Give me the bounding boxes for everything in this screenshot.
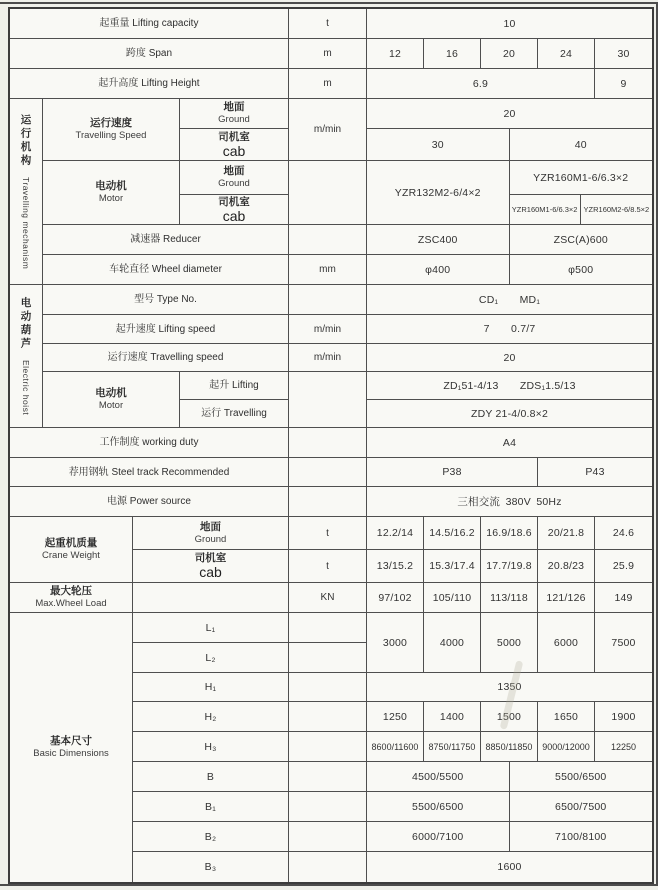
steel-track-unit-empty: [289, 458, 367, 487]
hoist-motor-lifting-label: 起升 Lifting: [180, 372, 289, 400]
l-labels: [133, 613, 289, 673]
hoist-lifting-speed-value: 7 0.7/7: [367, 315, 652, 344]
reducer-label: 减速器 Reducer: [43, 225, 289, 255]
b-value-1: 4500/5500: [367, 762, 510, 791]
electric-hoist-zh: 电动葫芦: [19, 296, 32, 351]
row-max-wheel-load: [10, 583, 652, 613]
hoist-motor-values: [367, 372, 652, 428]
travelling-speed-sublabels: [180, 99, 289, 161]
cw-cab-2: 15.3/17.4: [424, 550, 481, 582]
wheel-diameter-value-1: φ400: [367, 255, 510, 284]
lifting-capacity-value: 10: [367, 9, 652, 39]
hoist-motor-label: [43, 372, 180, 428]
b2-label: B₂: [133, 822, 289, 852]
h3-value-1: 8600/11600: [367, 732, 424, 761]
travelling-motor-ground-label: [180, 161, 289, 195]
b1-value-1: 5500/6500: [367, 792, 510, 821]
lifting-height-unit: m: [289, 69, 367, 99]
power-source-label: 电源 Power source: [10, 487, 289, 517]
crane-weight-label: [10, 517, 133, 583]
travelling-motor-sublabels: [180, 161, 289, 225]
travelling-motor-cab-label: [180, 195, 289, 225]
cab-speed-40: 40: [574, 138, 587, 151]
basic-dimensions-label: [10, 613, 133, 882]
type-no-unit-empty: [289, 285, 367, 315]
travelling-speed-cab-values: [367, 129, 652, 161]
hoist-travelling-speed-value: 20: [367, 344, 652, 372]
b1-label: B₁: [133, 792, 289, 822]
travelling-mechanism-body: [43, 99, 652, 285]
h3-value-5: 12250: [610, 741, 637, 752]
cw-cab-4: 20.8/23: [538, 550, 595, 582]
cab-zh: 司机室: [194, 552, 227, 565]
l2-unit-empty: [289, 643, 367, 673]
hoist-lifting-speed-unit: m/min: [289, 315, 367, 344]
l-values: [367, 613, 652, 673]
cw-cab-3: 17.7/19.8: [481, 550, 538, 582]
span-value-16: 16: [424, 39, 481, 68]
b2-value-1: 6000/7100: [367, 822, 510, 851]
l-value-3: 5000: [481, 613, 538, 672]
l1-label: L₁: [133, 613, 289, 643]
cab-en: cab: [222, 142, 246, 159]
row-wheel-diameter: [43, 255, 652, 285]
hoist-motor-en: Motor: [98, 400, 124, 412]
span-value-12: 12: [367, 39, 424, 68]
crane-weight-cab-values: [367, 550, 652, 583]
l-units-empty: [289, 613, 367, 673]
row-b3: [133, 852, 652, 882]
max-wheel-load-empty: [133, 583, 289, 613]
travelling-speed-ground-value: 20: [367, 99, 652, 129]
span-values: [367, 39, 652, 69]
h3-label: H₃: [133, 732, 289, 762]
travelling-speed-ground-label: [180, 99, 289, 129]
b3-value: 1600: [497, 861, 522, 873]
crane-weight-ground-values: [367, 517, 652, 550]
motor-right-bottom-1: YZR160M1-6/6.3×2: [510, 195, 581, 224]
h3-value-3: 8850/11850: [481, 732, 538, 761]
cab-zh: 司机室: [218, 130, 250, 143]
h2-values: [367, 702, 652, 732]
max-wheel-load-values: [367, 583, 652, 613]
h2-value-1: 1250: [367, 702, 424, 731]
section-electric-hoist: [10, 285, 652, 428]
motor-right-bottom-values: [510, 195, 653, 225]
crane-weight-cab-label: [133, 550, 289, 583]
reducer-values: [367, 225, 652, 255]
row-travelling-speed: [43, 99, 652, 161]
lifting-height-label: 起升高度 Lifting Height: [10, 69, 289, 99]
crane-weight-sublabels: [133, 517, 289, 583]
h1-unit-empty: [289, 673, 367, 702]
reducer-unit-empty: [289, 225, 367, 255]
b2-values: [367, 822, 652, 852]
motor-en: Motor: [98, 193, 124, 205]
cab-en: cab: [199, 564, 222, 581]
steel-track-p43: P43: [585, 466, 605, 478]
row-lifting-height: [10, 69, 652, 99]
travelling-speed-label-en: Travelling Speed: [75, 130, 147, 142]
h2-value-5: 1900: [611, 710, 636, 723]
hoist-travelling-speed-unit: m/min: [289, 344, 367, 372]
row-b1: [133, 792, 652, 822]
h3-unit-empty: [289, 732, 367, 762]
ground-zh: 地面: [223, 101, 245, 114]
b1-values: [367, 792, 652, 822]
l2-label: L₂: [133, 643, 289, 673]
crane-weight-units: [289, 517, 367, 583]
span-label: 跨度 Span: [10, 39, 289, 69]
lifting-height-last: 9: [620, 77, 627, 90]
electric-hoist-side-label: [10, 285, 43, 428]
span-value-24: 24: [538, 39, 595, 68]
h2-value-4: 1650: [538, 702, 595, 731]
wheel-diameter-values: [367, 255, 652, 285]
b3-unit-empty: [289, 852, 367, 882]
cab-speed-30: 30: [367, 129, 510, 160]
travelling-motor-unit-empty: [289, 161, 367, 225]
ground-en: Ground: [218, 114, 250, 126]
ground-en: Ground: [218, 178, 250, 190]
mwl-1: 97/102: [367, 583, 424, 612]
mwl-5: 149: [614, 591, 633, 604]
row-lifting-capacity: [10, 9, 652, 39]
row-type-no: [43, 285, 652, 315]
row-hoist-travelling-speed: [43, 344, 652, 372]
cw-ground-3: 16.9/18.6: [481, 517, 538, 549]
lifting-height-values: [367, 69, 652, 99]
crane-weight-cab-unit: t: [289, 550, 367, 583]
wheel-diameter-label: 车轮直径 Wheel diameter: [43, 255, 289, 285]
steel-track-label: 荐用钢轨 Steel track Recommended: [10, 458, 289, 487]
h2-value-3: 1500: [481, 702, 538, 731]
ground-zh: 地面: [200, 520, 221, 533]
mwl-2: 105/110: [424, 583, 481, 612]
travelling-speed-unit: m/min: [289, 99, 367, 161]
spec-table: [8, 7, 654, 884]
motor-zh: 电动机: [95, 180, 127, 193]
b2-value-2: 7100/8100: [555, 830, 607, 843]
b3-label: B₃: [133, 852, 289, 882]
hoist-motor-lifting-value: ZD₁51-4/13 ZDS₁1.5/13: [367, 372, 652, 400]
l1-unit-empty: [289, 613, 367, 643]
b-values: [367, 762, 652, 792]
wheel-diameter-unit: mm: [289, 255, 367, 285]
lifting-height-main: 6.9: [367, 69, 595, 98]
section-travelling-mechanism: [10, 99, 652, 285]
max-wheel-load-en: Max.Wheel Load: [35, 598, 107, 610]
h2-unit-empty: [289, 702, 367, 732]
h1-value: 1350: [367, 673, 652, 702]
row-h2: [133, 702, 652, 732]
rows-l1-l2: [133, 613, 652, 673]
crane-weight-ground-unit: t: [289, 517, 367, 550]
cw-ground-2: 14.5/16.2: [424, 517, 481, 549]
b-value-2: 5500/6500: [555, 770, 607, 783]
l-value-2: 4000: [424, 613, 481, 672]
b1-value-2: 6500/7500: [555, 800, 607, 813]
ground-zh: 地面: [223, 165, 245, 178]
hoist-motor-zh: 电动机: [95, 387, 127, 400]
travelling-speed-label-zh: 运行速度: [90, 117, 132, 130]
row-b2: [133, 822, 652, 852]
row-hoist-lifting-speed: [43, 315, 652, 344]
b1-unit-empty: [289, 792, 367, 822]
row-h3: [133, 732, 652, 762]
crane-weight-ground-label: [133, 517, 289, 550]
hoist-travelling-speed-label: 运行速度 Travelling speed: [43, 344, 289, 372]
basic-dimensions-zh: 基本尺寸: [50, 735, 92, 748]
cab-zh: 司机室: [218, 195, 250, 208]
wheel-diameter-value-2: φ500: [568, 263, 594, 276]
h3-values: [367, 732, 652, 762]
lifting-capacity-unit: t: [289, 9, 367, 39]
section-crane-weight: [10, 517, 652, 583]
ground-en: Ground: [194, 533, 227, 545]
max-wheel-load-label: [10, 583, 133, 613]
cw-ground-1: 12.2/14: [367, 517, 424, 549]
row-b: [133, 762, 652, 792]
row-span: [10, 39, 652, 69]
travelling-mechanism-side-label: [10, 99, 43, 285]
section-basic-dimensions: [10, 613, 652, 882]
cw-ground-5: 24.6: [612, 527, 635, 539]
power-source-value: 三相交流 380V 50Hz: [367, 487, 652, 517]
motor-right-bottom-2: YZR160M2-6/8.5×2: [583, 205, 650, 214]
row-h1: [133, 673, 652, 702]
l-value-4: 6000: [538, 613, 595, 672]
electric-hoist-en: Electric hoist: [21, 359, 31, 416]
basic-dimensions-en: Basic Dimensions: [33, 748, 109, 760]
l-value-1: 3000: [367, 613, 424, 672]
b-unit-empty: [289, 762, 367, 792]
cab-en: cab: [222, 207, 246, 224]
crane-weight-zh: 起重机质量: [44, 537, 98, 550]
b-label: B: [133, 762, 289, 792]
row-working-duty: [10, 428, 652, 458]
steel-track-values: [367, 458, 652, 487]
b2-unit-empty: [289, 822, 367, 852]
travelling-speed-cab-label: [180, 129, 289, 161]
max-wheel-load-zh: 最大轮压: [50, 585, 92, 598]
row-travelling-motor: [43, 161, 652, 225]
row-hoist-motor: [43, 372, 652, 428]
working-duty-label: 工作制度 working duty: [10, 428, 289, 458]
hoist-motor-sublabels: [180, 372, 289, 428]
l-value-5: 7500: [611, 636, 636, 649]
motor-left-value: YZR132M2-6/4×2: [367, 161, 510, 225]
steel-track-p38: P38: [367, 458, 538, 486]
travelling-motor-label: [43, 161, 180, 225]
h2-value-2: 1400: [424, 702, 481, 731]
basic-dimensions-body: [133, 613, 652, 882]
working-duty-value: A4: [367, 428, 652, 458]
travelling-mechanism-zh: 运行机构: [19, 113, 32, 168]
power-source-unit-empty: [289, 487, 367, 517]
type-no-label: 型号 Type No.: [43, 285, 289, 315]
hoist-motor-travelling-value: ZDY 21-4/0.8×2: [367, 400, 652, 428]
h3-value-2: 8750/11750: [424, 732, 481, 761]
row-steel-track: [10, 458, 652, 487]
working-duty-unit-empty: [289, 428, 367, 458]
reducer-value-1: ZSC400: [367, 225, 510, 254]
cw-cab-1: 13/15.2: [367, 550, 424, 582]
h3-value-4: 9000/12000: [538, 732, 595, 761]
h2-label: H₂: [133, 702, 289, 732]
travelling-motor-values: [367, 161, 652, 225]
lifting-capacity-label: 起重量 Lifting capacity: [10, 9, 289, 39]
reducer-value-2: ZSC(A)600: [553, 233, 608, 246]
max-wheel-load-unit: KN: [289, 583, 367, 613]
row-reducer: [43, 225, 652, 255]
span-value-30: 30: [617, 47, 630, 60]
mwl-4: 121/126: [538, 583, 595, 612]
travelling-speed-values: [367, 99, 652, 161]
span-value-20: 20: [481, 39, 538, 68]
h1-label: H₁: [133, 673, 289, 702]
row-power-source: [10, 487, 652, 517]
hoist-lifting-speed-label: 起升速度 Lifting speed: [43, 315, 289, 344]
type-no-value: CD₁ MD₁: [367, 285, 652, 315]
cw-ground-4: 20/21.8: [538, 517, 595, 549]
mwl-3: 113/118: [481, 583, 538, 612]
motor-right-values: [510, 161, 653, 225]
travelling-mechanism-en: Travelling mechanism: [21, 176, 31, 270]
electric-hoist-body: [43, 285, 652, 428]
cw-cab-5: 25.9: [612, 560, 635, 572]
travelling-speed-label: [43, 99, 180, 161]
motor-right-top-value: YZR160M1-6/6.3×2: [510, 161, 653, 195]
span-unit: m: [289, 39, 367, 69]
crane-weight-en: Crane Weight: [42, 550, 100, 562]
crane-weight-values: [367, 517, 652, 583]
hoist-motor-travelling-label: 运行 Travelling: [180, 400, 289, 428]
hoist-motor-unit-empty: [289, 372, 367, 428]
